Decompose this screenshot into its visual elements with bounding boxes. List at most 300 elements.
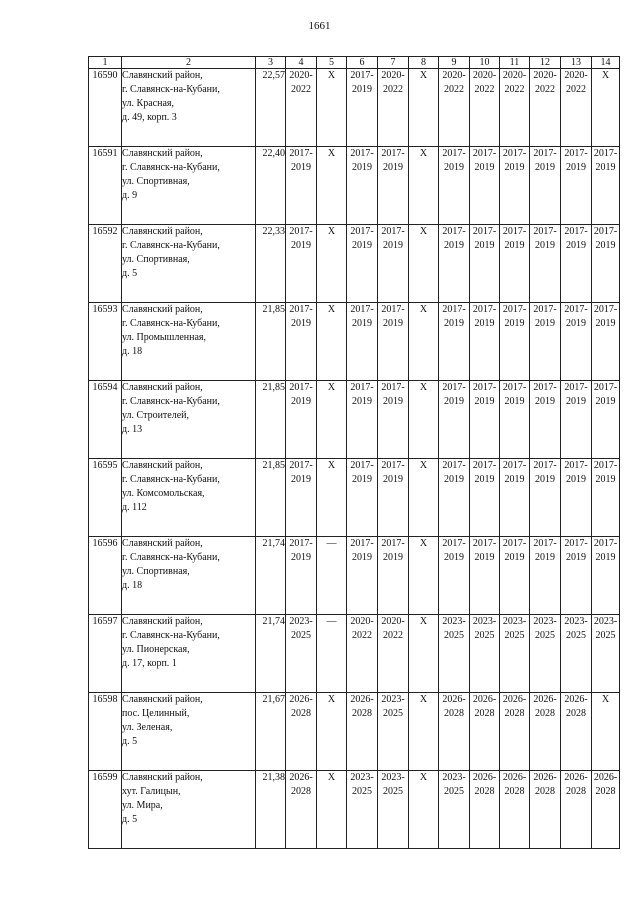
table-row — [89, 459, 620, 537]
period-cell — [592, 537, 620, 615]
period-part: 2028 — [291, 708, 311, 719]
period-part: 2017- — [533, 304, 557, 315]
period-cell — [561, 69, 592, 147]
period-part: 2020- — [472, 70, 497, 81]
period-cell — [500, 537, 530, 615]
period-part: 2023- — [564, 616, 588, 627]
address-line: Славянский район, — [122, 226, 203, 237]
period-cell — [439, 225, 470, 303]
period-part: 2022 — [383, 630, 403, 641]
period-part: 2017- — [564, 148, 588, 159]
period-part: 2023- — [533, 616, 557, 627]
area-cell: 21,85 — [256, 459, 286, 537]
period-cell — [439, 69, 470, 147]
period-part: 2023- — [502, 616, 527, 627]
area-cell: 22,33 — [256, 225, 286, 303]
period-part: 2017- — [502, 382, 527, 393]
period-cell — [378, 303, 409, 381]
period-cell — [500, 225, 530, 303]
period-cell — [286, 771, 317, 849]
column-header-7: 7 — [378, 57, 409, 69]
period-cell — [592, 147, 620, 225]
period-part: 2026- — [472, 694, 497, 705]
period-cell — [378, 537, 409, 615]
period-part: 2019 — [566, 474, 586, 485]
period-part: 2019 — [291, 318, 311, 329]
period-part: 2017- — [472, 304, 497, 315]
period-part: 2020- — [442, 70, 466, 81]
period-part: 2017- — [381, 304, 405, 315]
mark-cell: Х — [317, 69, 347, 147]
period-cell — [530, 69, 561, 147]
period-part: 2017- — [350, 148, 374, 159]
address-cell — [122, 147, 256, 225]
period-cell — [592, 225, 620, 303]
period-cell — [530, 225, 561, 303]
period-cell — [470, 147, 500, 225]
mark-cell: Х — [317, 303, 347, 381]
period-part: 2017- — [593, 460, 618, 471]
period-part: 2017- — [502, 148, 527, 159]
row-number: 16590 — [89, 69, 122, 147]
period-part: 2022 — [566, 84, 586, 95]
period-cell — [347, 615, 378, 693]
address-line: ул. Спортивная, — [122, 254, 190, 265]
period-part: 2017- — [442, 538, 466, 549]
period-part: 2019 — [535, 240, 555, 251]
period-part: 2025 — [383, 786, 403, 797]
mark-cell: Х — [409, 225, 439, 303]
mark-cell: Х — [592, 69, 620, 147]
mark-cell: Х — [409, 147, 439, 225]
mark-cell: — — [317, 615, 347, 693]
address-line: г. Славянск-на-Кубани, — [122, 552, 220, 563]
period-part: 2019 — [291, 396, 311, 407]
address-line: д. 9 — [122, 190, 138, 201]
period-part: 2023- — [289, 616, 313, 627]
period-part: 2019 — [383, 474, 403, 485]
row-number: 16599 — [89, 771, 122, 849]
period-part: 2026- — [533, 772, 557, 783]
address-line: г. Славянск-на-Кубани, — [122, 630, 220, 641]
period-part: 2026- — [289, 772, 313, 783]
period-cell — [286, 459, 317, 537]
address-cell — [122, 771, 256, 849]
period-cell — [561, 459, 592, 537]
area-cell: 22,57 — [256, 69, 286, 147]
address-cell — [122, 693, 256, 771]
period-part: 2020- — [564, 70, 588, 81]
address-line: Славянский район, — [122, 304, 203, 315]
period-part: 2019 — [291, 474, 311, 485]
period-part: 2017- — [289, 148, 313, 159]
period-part: 2020- — [381, 616, 405, 627]
period-part: 2026- — [502, 694, 527, 705]
period-part: 2019 — [474, 240, 495, 251]
area-cell: 21,67 — [256, 693, 286, 771]
period-cell — [530, 147, 561, 225]
period-cell — [378, 381, 409, 459]
period-cell — [347, 459, 378, 537]
period-part: 2028 — [291, 786, 311, 797]
area-cell: 21,38 — [256, 771, 286, 849]
period-part: 2025 — [383, 708, 403, 719]
period-cell — [561, 381, 592, 459]
column-header-10: 10 — [470, 57, 500, 69]
address-line: ул. Спортивная, — [122, 566, 190, 577]
period-part: 2017- — [350, 226, 374, 237]
period-part: 2017- — [350, 460, 374, 471]
address-line: Славянский район, — [122, 460, 203, 471]
address-cell — [122, 225, 256, 303]
column-header-6: 6 — [347, 57, 378, 69]
period-cell — [500, 771, 530, 849]
period-part: 2019 — [566, 240, 586, 251]
period-part: 2019 — [444, 552, 464, 563]
area-cell: 21,85 — [256, 303, 286, 381]
period-part: 2023- — [472, 616, 497, 627]
period-cell — [347, 771, 378, 849]
period-part: 2022 — [535, 84, 555, 95]
period-part: 2017- — [472, 538, 497, 549]
mark-cell: Х — [409, 69, 439, 147]
period-part: 2022 — [504, 84, 525, 95]
period-cell — [378, 225, 409, 303]
mark-cell: Х — [317, 147, 347, 225]
period-part: 2023- — [381, 772, 405, 783]
area-cell: 22,40 — [256, 147, 286, 225]
period-part: 2023- — [442, 772, 466, 783]
period-part: 2025 — [595, 630, 616, 641]
period-part: 2017- — [564, 538, 588, 549]
address-line: д. 18 — [122, 346, 143, 357]
period-part: 2017- — [350, 70, 374, 81]
column-header-11: 11 — [500, 57, 530, 69]
period-cell — [286, 225, 317, 303]
mark-cell: Х — [317, 459, 347, 537]
address-line: ул. Спортивная, — [122, 176, 190, 187]
address-line: ул. Комсомольская, — [122, 488, 205, 499]
period-cell — [530, 537, 561, 615]
table-row — [89, 381, 620, 459]
header-row — [89, 57, 620, 69]
period-part: 2028 — [595, 786, 616, 797]
period-part: 2017- — [593, 382, 618, 393]
row-number: 16592 — [89, 225, 122, 303]
period-part: 2026- — [564, 772, 588, 783]
period-cell — [530, 771, 561, 849]
period-part: 2026- — [350, 694, 374, 705]
mark-cell: Х — [592, 693, 620, 771]
address-line: Славянский район, — [122, 694, 203, 705]
mark-cell: Х — [409, 381, 439, 459]
period-part: 2019 — [566, 396, 586, 407]
address-line: ул. Красная, — [122, 98, 174, 109]
period-cell — [347, 225, 378, 303]
period-part: 2025 — [444, 786, 464, 797]
period-part: 2019 — [504, 552, 525, 563]
period-part: 2019 — [291, 552, 311, 563]
period-cell — [530, 303, 561, 381]
period-cell — [470, 771, 500, 849]
period-part: 2019 — [352, 396, 372, 407]
address-line: д. 49, корп. 3 — [122, 112, 177, 123]
mark-cell: Х — [409, 771, 439, 849]
period-part: 2017- — [381, 148, 405, 159]
period-cell — [439, 459, 470, 537]
period-part: 2022 — [291, 84, 311, 95]
period-cell — [378, 693, 409, 771]
period-part: 2017- — [502, 460, 527, 471]
period-cell — [470, 225, 500, 303]
period-part: 2025 — [352, 786, 372, 797]
period-part: 2019 — [504, 396, 525, 407]
period-part: 2017- — [472, 226, 497, 237]
period-cell — [439, 771, 470, 849]
address-line: д. 5 — [122, 814, 138, 825]
row-number: 16596 — [89, 537, 122, 615]
table-row — [89, 693, 620, 771]
period-part: 2020- — [381, 70, 405, 81]
period-part: 2017- — [289, 538, 313, 549]
period-cell — [439, 693, 470, 771]
address-line: г. Славянск-на-Кубани, — [122, 396, 220, 407]
period-part: 2019 — [595, 474, 616, 485]
column-header-8: 8 — [409, 57, 439, 69]
period-cell — [561, 537, 592, 615]
period-cell — [561, 771, 592, 849]
period-part: 2019 — [566, 318, 586, 329]
address-cell — [122, 615, 256, 693]
period-cell — [470, 459, 500, 537]
period-part: 2025 — [535, 630, 555, 641]
period-cell — [530, 381, 561, 459]
table-row — [89, 771, 620, 849]
period-cell — [530, 693, 561, 771]
period-cell — [347, 303, 378, 381]
address-line: г. Славянск-на-Кубани, — [122, 162, 220, 173]
period-part: 2017- — [381, 460, 405, 471]
period-part: 2017- — [442, 304, 466, 315]
mark-cell: Х — [409, 693, 439, 771]
period-cell — [530, 615, 561, 693]
mark-cell: Х — [409, 459, 439, 537]
period-part: 2019 — [474, 162, 495, 173]
period-part: 2019 — [535, 396, 555, 407]
column-header-13: 13 — [561, 57, 592, 69]
table-row — [89, 69, 620, 147]
column-header-2: 2 — [122, 57, 256, 69]
table-row — [89, 147, 620, 225]
address-cell — [122, 537, 256, 615]
period-part: 2023- — [442, 616, 466, 627]
period-part: 2020- — [350, 616, 374, 627]
period-cell — [561, 303, 592, 381]
period-cell — [286, 147, 317, 225]
period-part: 2028 — [566, 708, 586, 719]
period-cell — [286, 69, 317, 147]
period-part: 2019 — [474, 552, 495, 563]
address-line: д. 5 — [122, 736, 138, 747]
period-cell — [470, 303, 500, 381]
register-table — [88, 56, 620, 849]
period-part: 2017- — [533, 226, 557, 237]
period-part: 2019 — [352, 84, 372, 95]
table-row — [89, 537, 620, 615]
period-part: 2023- — [350, 772, 374, 783]
period-part: 2026- — [533, 694, 557, 705]
address-line: д. 5 — [122, 268, 138, 279]
row-number: 16593 — [89, 303, 122, 381]
period-part: 2019 — [352, 552, 372, 563]
period-part: 2017- — [442, 148, 466, 159]
table-body — [89, 69, 620, 849]
period-cell — [378, 615, 409, 693]
period-cell — [500, 69, 530, 147]
period-cell — [500, 381, 530, 459]
period-part: 2028 — [535, 786, 555, 797]
period-part: 2019 — [504, 474, 525, 485]
period-part: 2028 — [352, 708, 372, 719]
period-part: 2026- — [502, 772, 527, 783]
table-row — [89, 303, 620, 381]
address-line: ул. Строителей, — [122, 410, 190, 421]
period-part: 2019 — [535, 474, 555, 485]
period-part: 2019 — [504, 318, 525, 329]
period-part: 2020- — [289, 70, 313, 81]
period-cell — [439, 381, 470, 459]
period-cell — [470, 693, 500, 771]
period-part: 2019 — [474, 318, 495, 329]
column-header-12: 12 — [530, 57, 561, 69]
period-part: 2019 — [474, 474, 495, 485]
table-row — [89, 615, 620, 693]
period-cell — [470, 537, 500, 615]
mark-cell: — — [317, 537, 347, 615]
row-number: 16591 — [89, 147, 122, 225]
period-part: 2025 — [474, 630, 495, 641]
period-part: 2019 — [352, 240, 372, 251]
period-part: 2019 — [383, 396, 403, 407]
period-part: 2026- — [564, 694, 588, 705]
period-part: 2028 — [474, 786, 495, 797]
mark-cell: Х — [317, 771, 347, 849]
table-row — [89, 225, 620, 303]
period-part: 2017- — [289, 226, 313, 237]
mark-cell: Х — [317, 693, 347, 771]
period-part: 2019 — [444, 318, 464, 329]
period-part: 2017- — [472, 460, 497, 471]
address-line: г. Славянск-на-Кубани, — [122, 84, 220, 95]
period-cell — [592, 303, 620, 381]
period-part: 2017- — [350, 382, 374, 393]
area-cell: 21,74 — [256, 537, 286, 615]
period-part: 2019 — [535, 552, 555, 563]
period-part: 2028 — [474, 708, 495, 719]
period-part: 2017- — [381, 226, 405, 237]
period-cell — [347, 147, 378, 225]
row-number: 16598 — [89, 693, 122, 771]
period-part: 2019 — [595, 240, 616, 251]
address-line: Славянский район, — [122, 538, 203, 549]
period-part: 2022 — [352, 630, 372, 641]
period-part: 2019 — [352, 474, 372, 485]
address-line: Славянский район, — [122, 616, 203, 627]
period-cell — [592, 771, 620, 849]
period-part: 2017- — [593, 304, 618, 315]
period-part: 2017- — [533, 382, 557, 393]
period-cell — [439, 537, 470, 615]
period-part: 2025 — [504, 630, 525, 641]
address-line: пос. Целинный, — [122, 708, 190, 719]
address-line: г. Славянск-на-Кубани, — [122, 474, 220, 485]
period-part: 2026- — [472, 772, 497, 783]
period-part: 2022 — [444, 84, 464, 95]
period-part: 2017- — [533, 460, 557, 471]
area-cell: 21,74 — [256, 615, 286, 693]
period-part: 2017- — [564, 304, 588, 315]
address-cell — [122, 303, 256, 381]
address-line: Славянский район, — [122, 70, 203, 81]
column-header-14: 14 — [592, 57, 620, 69]
period-part: 2017- — [502, 226, 527, 237]
column-header-9: 9 — [439, 57, 470, 69]
period-cell — [347, 693, 378, 771]
period-part: 2017- — [593, 148, 618, 159]
period-part: 2017- — [593, 538, 618, 549]
period-cell — [592, 381, 620, 459]
period-part: 2017- — [593, 226, 618, 237]
period-cell — [500, 303, 530, 381]
period-part: 2017- — [289, 304, 313, 315]
period-part: 2017- — [381, 538, 405, 549]
mark-cell: Х — [409, 615, 439, 693]
period-part: 2019 — [444, 240, 464, 251]
period-part: 2017- — [564, 460, 588, 471]
period-cell — [378, 147, 409, 225]
mark-cell: Х — [317, 381, 347, 459]
period-part: 2019 — [474, 396, 495, 407]
period-part: 2020- — [533, 70, 557, 81]
period-part: 2017- — [502, 304, 527, 315]
address-line: Славянский район, — [122, 148, 203, 159]
mark-cell: Х — [409, 303, 439, 381]
address-line: Славянский район, — [122, 382, 203, 393]
period-cell — [347, 69, 378, 147]
period-part: 2019 — [504, 240, 525, 251]
period-part: 2017- — [442, 460, 466, 471]
period-part: 2026- — [442, 694, 466, 705]
period-part: 2017- — [442, 226, 466, 237]
period-part: 2019 — [444, 474, 464, 485]
period-cell — [470, 381, 500, 459]
period-part: 2017- — [350, 304, 374, 315]
period-cell — [470, 615, 500, 693]
row-number: 16594 — [89, 381, 122, 459]
address-line: Славянский район, — [122, 772, 203, 783]
period-part: 2023- — [381, 694, 405, 705]
period-part: 2022 — [383, 84, 403, 95]
period-part: 2019 — [383, 318, 403, 329]
period-part: 2019 — [291, 162, 311, 173]
period-part: 2017- — [502, 538, 527, 549]
period-part: 2019 — [535, 162, 555, 173]
period-part: 2017- — [381, 382, 405, 393]
address-cell — [122, 69, 256, 147]
column-header-5: 5 — [317, 57, 347, 69]
period-part: 2019 — [383, 240, 403, 251]
period-part: 2019 — [352, 318, 372, 329]
